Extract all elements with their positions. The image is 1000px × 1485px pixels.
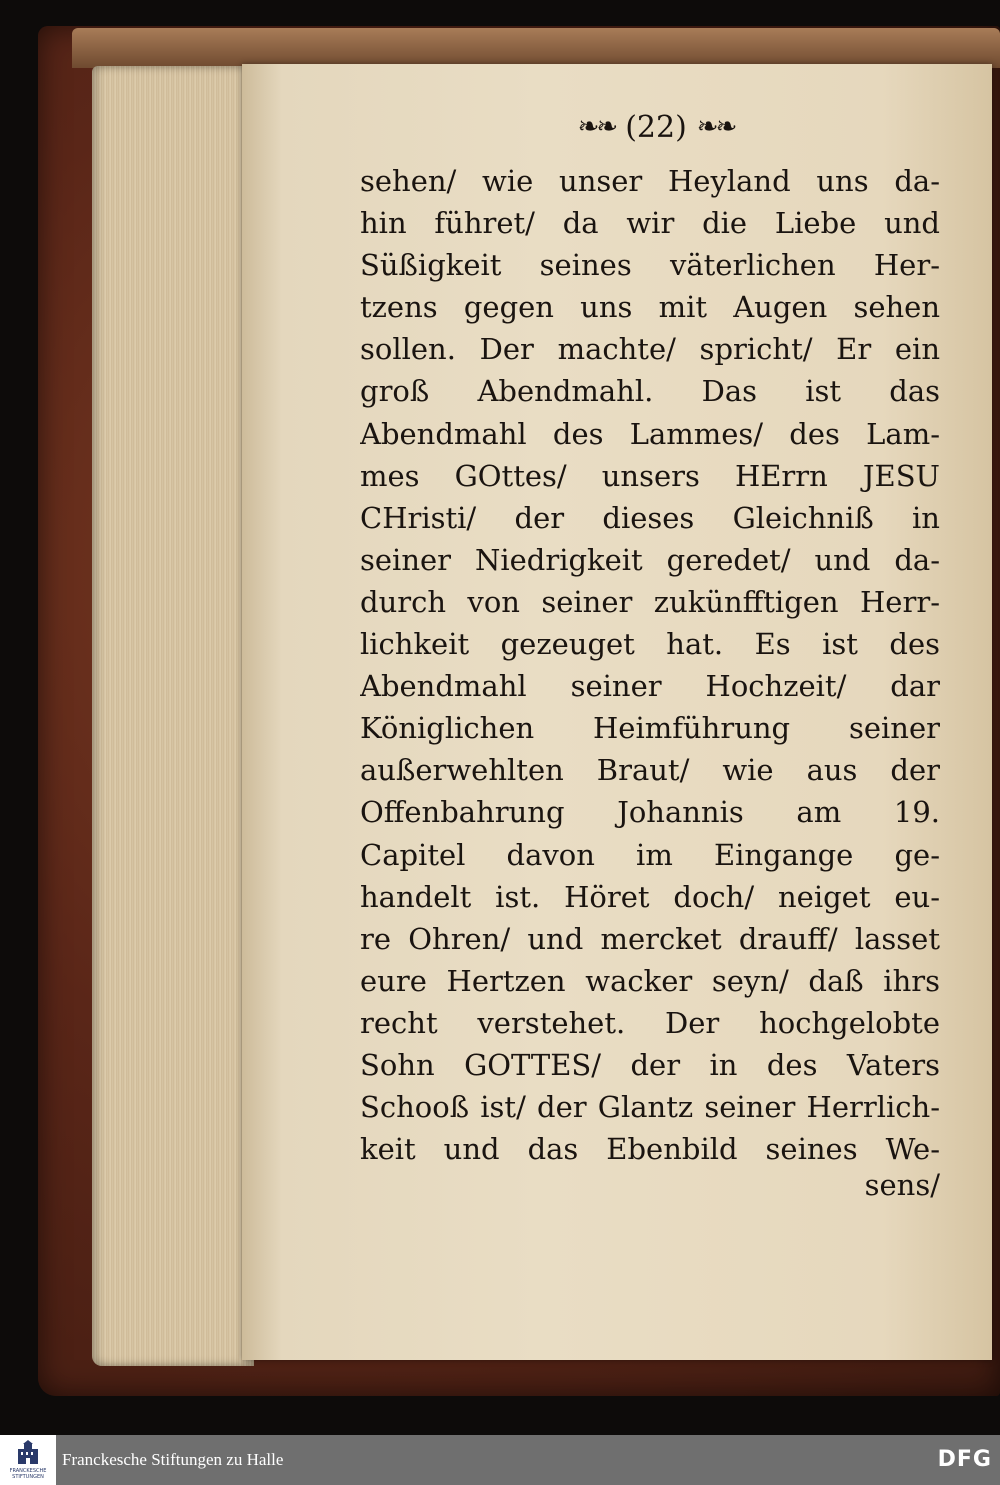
text-line: eure Hertzen wacker seyn/ daß ihrs (360, 963, 940, 998)
text-line: tzens gegen uns mit Augen sehen (360, 290, 940, 325)
text-line: handelt ist. Höret doch/ neiget eu- (360, 879, 940, 914)
text-line: außerwehlten Braut/ wie aus der (360, 753, 940, 788)
text-line: keit und das Ebenbild seines We- (360, 1132, 940, 1167)
text-line: re Ohren/ und mercket drauff/ lasset (360, 921, 940, 956)
text-line: Offenbahrung Johannis am 19. (360, 795, 940, 830)
text-line: groß Abendmahl. Das ist das (360, 374, 940, 409)
text-line: sollen. Der machte/ spricht/ Er ein (360, 332, 940, 367)
page-number: (22) (625, 109, 687, 145)
text-line: CHristi/ der dieses Gleichniß in (360, 500, 940, 535)
orphanage-building-icon (15, 1440, 41, 1466)
text-line: Süßigkeit seines väterlichen Her- (360, 248, 940, 283)
catchword: sens/ (864, 1168, 940, 1202)
text-line: sehen/ wie unser Heyland uns da- (360, 164, 940, 198)
text-line: Schooß ist/ der Glantz seiner Herrlich- (360, 1090, 940, 1125)
cover-top-edge (72, 28, 1000, 68)
text-line: Abendmahl des Lammes/ des Lam- (360, 416, 940, 451)
text-line: durch von seiner zukünfftigen Herr- (360, 584, 940, 619)
text-line: Abendmahl seiner Hochzeit/ dar (360, 669, 940, 704)
text-line: lichkeit gezeuget hat. Es ist des (360, 627, 940, 662)
page-header (556, 104, 756, 150)
logo-text: FRANCKESCHE STIFTUNGEN (9, 1468, 47, 1480)
text-line: hin führet/ da wir die Liebe und (360, 206, 940, 241)
dfg-logo[interactable]: DFG (937, 1447, 992, 1472)
text-line: mes GOttes/ unsers HErrn JESU (360, 458, 940, 493)
text-line: Sohn GOTTES/ der in des Vaters (360, 1047, 940, 1082)
institution-link[interactable]: Franckesche Stiftungen zu Halle (62, 1450, 284, 1469)
institution-logo[interactable] (0, 1435, 56, 1485)
text-line: Capitel davon im Eingange ge- (360, 837, 940, 872)
page-text (360, 160, 940, 1170)
page-edges (92, 66, 254, 1366)
ornament-left-icon: ❧❧ (577, 112, 616, 142)
ornament-right-icon: ❧❧ (696, 112, 735, 142)
text-line: recht verstehet. Der hochgelobte (360, 1005, 940, 1040)
text-line: Königlichen Heimführung seiner (360, 711, 940, 746)
viewer-footer (0, 1435, 1000, 1485)
text-line: seiner Niedrigkeit geredet/ und da- (360, 542, 940, 577)
